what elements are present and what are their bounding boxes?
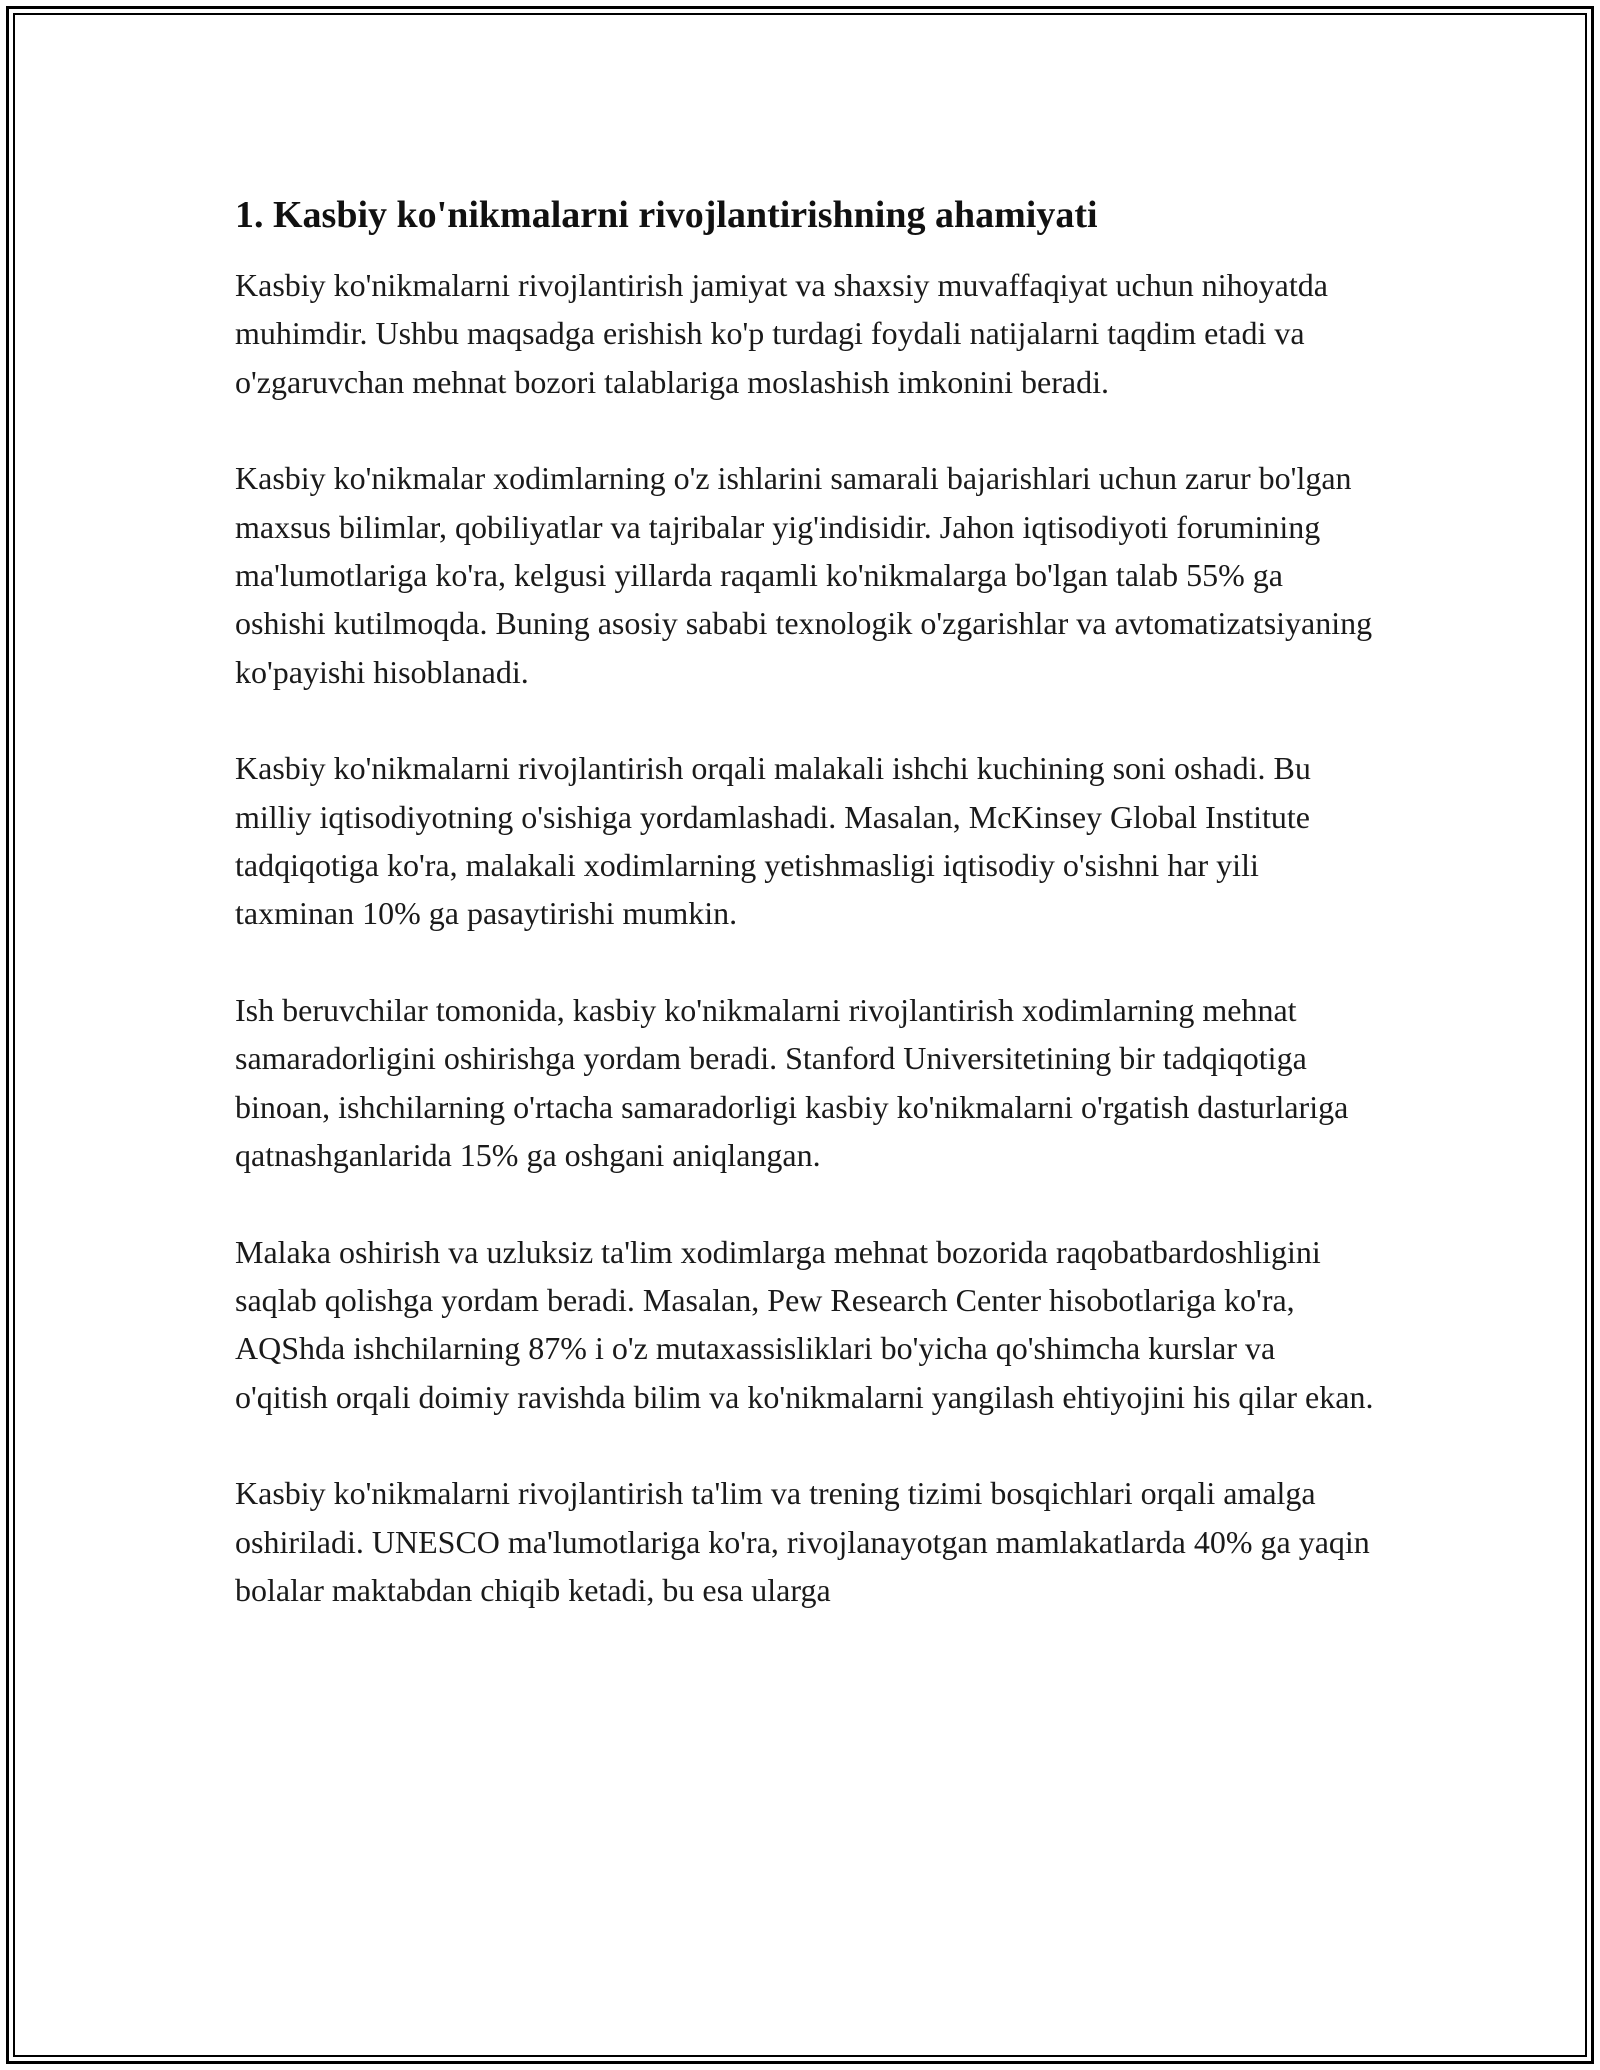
section-heading: 1. Kasbiy ko'nikmalarni rivojlantirishning ahamiyati bbox=[235, 194, 1098, 236]
paragraph-4: Ish beruvchilar tomonida, kasbiy ko'nikmalarni rivojlantirish xodimlarning mehnat samaradorligini oshirishga yordam beradi. Stanford Universitetining bir tadqiqotiga binoan, ishchilarning o'rtacha samaradorligi kasbiy ko'nikmalarni o'rgatish dasturlariga qatnashganlarida 15% ga oshgani aniqlangan. bbox=[235, 991, 1349, 1174]
paragraph-2: Kasbiy ko'nikmalar xodimlarning o'z ishlarini samarali bajarishlari uchun zarur bo'lgan maxsus bilimlar, qobiliyatlar va tajribalar yig'indisidir. Jahon iqtisodiyoti forumining ma'lumotlariga ko'ra, kelgusi yillarda raqamli ko'nikmalarga bo'lgan talab 55% ga oshishi kutilmoqda. Buning asosiy sababi texnologik o'zgarishlar va avtomatizatsiyaning ko'payishi hisoblanadi. bbox=[235, 460, 1373, 690]
paragraph-1: Kasbiy ko'nikmalarni rivojlantirish jamiyat va shaxsiy muvaffaqiyat uchun nihoyatda muhimdir. Ushbu maqsadga erishish ko'p turdagi foydali natijalarni taqdim etadi va o'zgaruvchan mehnat bozori talablariga moslashish imkonini beradi. bbox=[235, 267, 1328, 400]
paragraph-5: Malaka oshirish va uzluksiz ta'lim xodimlarga mehnat bozorida raqobatbardoshligini saqlab qolishga yordam beradi. Masalan, Pew Research Center hisobotlariga ko'ra, AQShda ishchilarning 87% i o'z mutaxassisliklari bo'yicha qo'shimcha kurslar va o'qitish orqali doimiy ravishda bilim va ko'nikmalarni yangilash ehtiyojini his qilar ekan. bbox=[235, 1233, 1374, 1415]
paragraph-6: Kasbiy ko'nikmalarni rivojlantirish ta'lim va trening tizimi bosqichlari orqali amalga oshiriladi. UNESCO ma'lumotlariga ko'ra, rivojlanayotgan mamlakatlarda 40% ga yaqin bolalar maktabdan chiqib ketadi, bu esa ularga bbox=[235, 1475, 1370, 1608]
paragraph-3: Kasbiy ko'nikmalarni rivojlantirish orqali malakali ishchi kuchining soni oshadi. Bu milliy iqtisodiyotning o'sishiga yordamlashadi. Masalan, McKinsey Global Institute tadqiqotiga ko'ra, malakali xodimlarning yetishmasligi iqtisodiy o'sishni har yili taxminan 10% ga pasaytirishi mumkin. bbox=[235, 750, 1311, 932]
document-body bbox=[235, 185, 1375, 1662]
